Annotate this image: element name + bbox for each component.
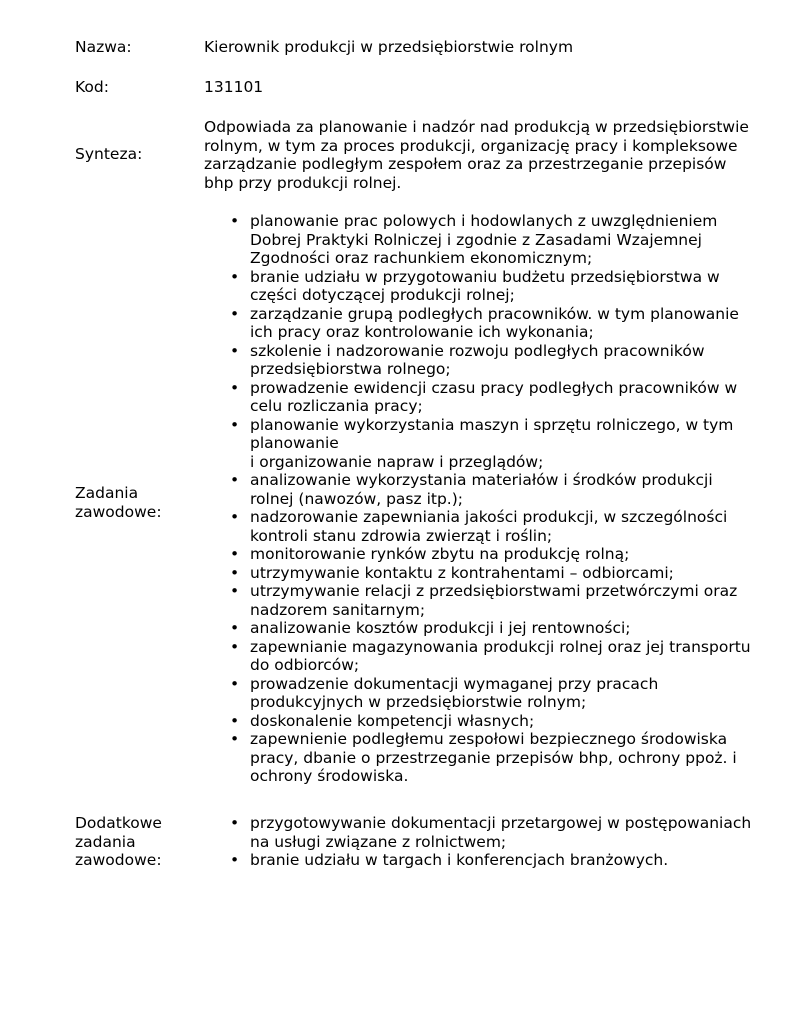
list-item-text: nadzorowanie zapewniania jakości produkcji, w szczególności kontroli stanu zdrowia zwierząt i roślin; [250,508,728,545]
list-item-text: monitorowanie rynków zbytu na produkcję rolną; [250,545,630,563]
synteza-value: Odpowiada za planowanie i nadzór nad produkcją w przedsiębiorstwie rolnym, w tym za proces produkcji, organizację pracy i kompleksowe zarządzanie podległym zespołem oraz za przestrzeganie przepisów bhp przy produkcji rolnej. [204,118,749,192]
list-item [230,564,760,583]
list-item [230,379,760,416]
bullet-icon: • [230,582,240,600]
list-item [230,814,760,851]
list-item [230,508,760,545]
list-item-text: utrzymywanie relacji z przedsiębiorstwami przetwórczymi oraz nadzorem sanitarnym; [250,582,738,619]
nazwa-label: Nazwa: [75,38,132,56]
bullet-icon: • [230,674,240,693]
list-item-text: zapewnienie podległemu zespołowi bezpiecznego środowiska pracy, dbanie o przestrzeganie przepisów bhp, ochrony ppoż. i ochrony środowiska. [250,730,737,785]
list-item-text: utrzymywanie kontaktu z kontrahentami – odbiorcami; [250,563,674,582]
bullet-icon: • [230,545,240,563]
list-item-text: przygotowywanie dokumentacji przetargowej w postępowaniach na usługi związane z rolnictwem; [250,814,752,851]
list-item [230,342,760,379]
bullet-icon: • [230,619,240,637]
list-item [230,619,760,638]
zadania-list [230,212,760,786]
list-item [230,416,760,472]
bullet-icon: • [230,563,240,582]
list-item-text: branie udziału w przygotowaniu budżetu przedsiębiorstwa w części dotyczącej produkcji rolnej; [250,267,720,304]
list-item-text: zarządzanie grupą podległych pracowników. w tym planowanie ich pracy oraz kontrolowanie ich wykonania; [250,304,739,341]
list-item-text: prowadzenie dokumentacji wymaganej przy pracach produkcyjnych w przedsiębiorstwie rolnym; [250,674,659,711]
zadania-label: Zadania zawodowe: [75,484,162,521]
list-item [230,730,760,786]
list-item [230,712,760,731]
bullet-icon: • [230,711,240,730]
list-item-text: planowanie wykorzystania maszyn i sprzętu rolniczego, w tym planowanie i organizowanie napraw i przeglądów; [250,415,734,471]
kod-label: Kod: [75,78,109,96]
bullet-icon: • [230,851,240,869]
list-item-text: szkolenie i nadzorowanie rozwoju podległych pracowników przedsiębiorstwa rolnego; [250,341,705,378]
bullet-icon: • [230,212,240,230]
bullet-icon: • [230,304,240,323]
dodatkowe-label: Dodatkowe zadania zawodowe: [75,814,162,869]
bullet-icon: • [230,415,240,434]
bullet-icon: • [230,471,240,489]
list-item-text: analizowanie kosztów produkcji i jej rentowności; [250,619,631,637]
bullet-icon: • [230,637,240,656]
list-item [230,675,760,712]
bullet-icon: • [230,814,240,832]
list-item [230,638,760,675]
synteza-label: Synteza: [75,145,143,163]
list-item-text: branie udziału w targach i konferencjach branżowych. [250,851,669,869]
bullet-icon: • [230,341,240,360]
list-item [230,545,760,564]
list-item [230,582,760,619]
bullet-icon: • [230,378,240,397]
bullet-icon: • [230,730,240,748]
list-item-text: planowanie prac polowych i hodowlanych z uwzględnieniem Dobrej Praktyki Rolniczej i zgodnie z Zasadami Wzajemnej Zgodności oraz rachunkiem ekonomicznym; [250,212,718,267]
list-item [230,212,760,268]
nazwa-value: Kierownik produkcji w przedsiębiorstwie rolnym [204,38,574,56]
list-item [230,305,760,342]
list-item [230,851,760,870]
kod-value: 131101 [204,78,264,96]
list-item [230,471,760,508]
list-item-text: prowadzenie ewidencji czasu pracy podległych pracowników w celu rozliczania pracy; [250,378,738,415]
bullet-icon: • [230,267,240,286]
list-item-text: zapewnianie magazynowania produkcji rolnej oraz jej transportu do odbiorców; [250,637,751,674]
list-item-text: doskonalenie kompetencji własnych; [250,711,535,730]
list-item-text: analizowanie wykorzystania materiałów i środków produkcji rolnej (nawozów, pasz itp.); [250,471,713,508]
bullet-icon: • [230,508,240,526]
list-item [230,268,760,305]
dodatkowe-list [230,814,760,870]
